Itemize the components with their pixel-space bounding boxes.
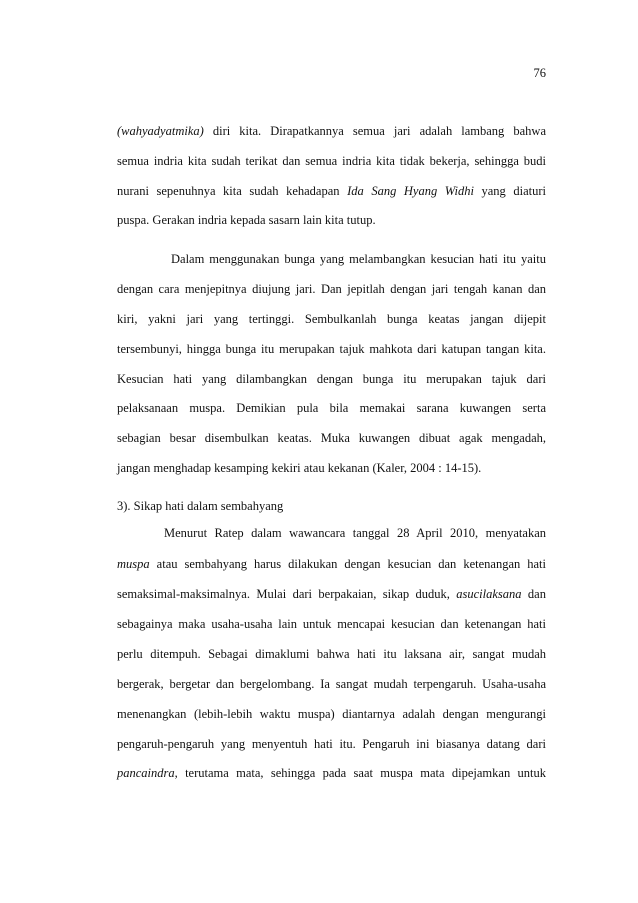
text-line: bergerak, bergetar dan bergelombang. Ia sangat mudah terpengaruh. Usaha-usaha xyxy=(117,677,546,691)
italic-term: Ida Sang Hyang Widhi xyxy=(347,184,474,198)
text-line: Menurut Ratep dalam wawancara tanggal 28 April 2010, menyatakan xyxy=(164,526,546,540)
text-line: nurani sepenuhnya kita sudah kehadapan Ida Sang Hyang Widhi yang diaturi xyxy=(117,184,546,198)
italic-term: (wahyadyatmika) xyxy=(117,124,204,138)
text-line: kiri, yakni jari yang tertinggi. Sembulkanlah bunga keatas jangan dijepit xyxy=(117,312,546,326)
italic-term: pancaindra xyxy=(117,766,175,780)
text-line: pengaruh-pengaruh yang menyentuh hati itu. Pengaruh ini biasanya datang dari xyxy=(117,737,546,751)
text-line: semaksimal-maksimalnya. Mulai dari berpakaian, sikap duduk, asucilaksana dan xyxy=(117,587,546,601)
text-line: perlu ditempuh. Sebagai dimaklumi bahwa hati itu laksana air, sangat mudah xyxy=(117,647,546,661)
section-heading: 3). Sikap hati dalam sembahyang xyxy=(117,499,284,513)
text-line: Kesucian hati yang dilambangkan dengan bunga itu merupakan tajuk dari xyxy=(117,372,546,386)
page-number: 76 xyxy=(533,66,546,80)
text-line: pancaindra, terutama mata, sehingga pada saat muspa mata dipejamkan untuk xyxy=(117,766,546,780)
italic-term: asucilaksana xyxy=(456,587,522,601)
text-line: sebagian besar disembulkan keatas. Muka kuwangen dibuat agak mengadah, xyxy=(117,431,546,445)
text-line: dengan cara menjepitnya diujung jari. Dan jepitlah dengan jari tengah kanan dan xyxy=(117,282,546,296)
text-line: jangan menghadap kesamping kekiri atau kekanan (Kaler, 2004 : 14-15). xyxy=(117,461,482,475)
italic-term: muspa xyxy=(117,557,150,571)
text-line: puspa. Gerakan indria kepada sasarn lain kita tutup. xyxy=(117,213,376,227)
text-line: sebagainya maka usaha-usaha lain untuk mencapai kesucian dan ketenangan hati xyxy=(117,617,546,631)
text-line: menenangkan (lebih-lebih waktu muspa) diantarnya adalah dengan mengurangi xyxy=(117,707,546,721)
text-line: semua indria kita sudah terikat dan semua indria kita tidak bekerja, sehingga budi xyxy=(117,154,546,168)
text-line: (wahyadyatmika) diri kita. Dirapatkannya semua jari adalah lambang bahwa xyxy=(117,124,546,138)
text-line: pelaksanaan muspa. Demikian pula bila memakai sarana kuwangen serta xyxy=(117,401,546,415)
text-line: muspa atau sembahyang harus dilakukan dengan kesucian dan ketenangan hati xyxy=(117,557,546,571)
text-line: tersembunyi, hingga bunga itu merupakan tajuk mahkota dari katupan tangan kita. xyxy=(117,342,546,356)
text-line: Dalam menggunakan bunga yang melambangkan kesucian hati itu yaitu xyxy=(171,252,546,266)
